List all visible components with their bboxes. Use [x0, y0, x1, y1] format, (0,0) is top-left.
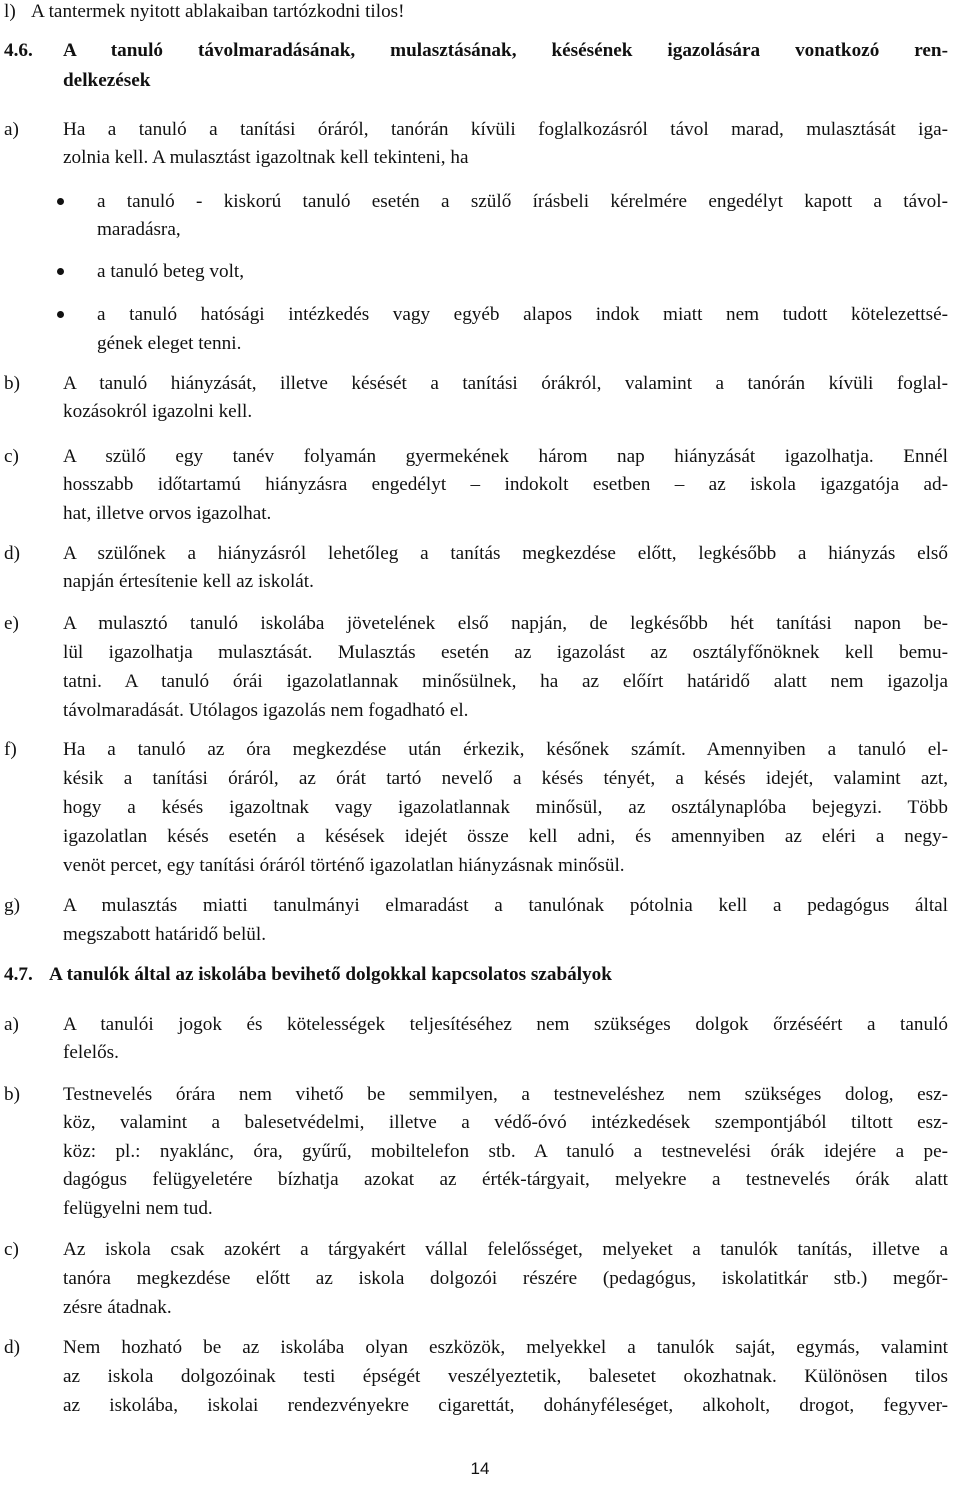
section-heading-4-6 — [4, 39, 954, 63]
paragraph-line: felügyelni nem tud. — [63, 1198, 213, 1219]
paragraph-line: Nem hozható be az iskolába olyan eszközök, melyekkel a tanulók saját, egymás, valamint — [63, 1337, 948, 1358]
bullet-icon — [57, 198, 64, 205]
paragraph-line: igazolatlan késés esetén a késések idejét össze kell adni, és amennyiben az eléri a negy- — [63, 826, 948, 847]
section-heading-4-7 — [4, 963, 954, 987]
list-item-l — [4, 0, 954, 24]
section-title: A tanulók által az iskolába bevihető dolgokkal kapcsolatos szabályok — [49, 964, 612, 985]
paragraph-line: megszabott határidő belül. — [63, 924, 267, 945]
paragraph-e — [4, 612, 954, 636]
paragraph-b — [4, 372, 954, 396]
paragraph-line: venöt percet, egy tanítási óráról történő igazolatlan hiányzásnak minősül. — [63, 855, 625, 876]
paragraph-line: köz: pl.: nyaklánc, óra, gyűrű, mobiltelefon stb. A tanuló a testnevelési órák idejére a pe- — [63, 1141, 948, 1162]
list-marker: l) — [4, 1, 16, 22]
bullet-line: a tanuló - kiskorú tanuló esetén a szülő írásbeli kérelmére engedélyt kapott a távol- — [97, 191, 948, 212]
paragraph-line: késik a tanítási óráról, az órát tartó nevelő a késés tényét, a késés idejét, valamint azt, — [63, 768, 948, 789]
paragraph-line: tatni. A tanuló órái igazolatlannak minősülnek, ha az előírt határidő alatt nem igazolja — [63, 671, 948, 692]
paragraph-4-7-b — [4, 1083, 954, 1107]
paragraph-line: kozásokról igazolni kell. — [63, 401, 253, 422]
paragraph-line: A mulasztó tanuló iskolába jövetelének első napján, de legkésőbb hét tanítási napon be- — [63, 613, 948, 634]
paragraph-line: tanóra megkezdése előtt az iskola dolgozói részére (pedagógus, iskolatitkár stb.) megőr- — [63, 1268, 948, 1289]
list-marker: d) — [4, 1337, 20, 1358]
paragraph-line: hosszabb időtartamú hiányzásra engedélyt – indokolt esetben – az iskola igazgatója ad- — [63, 474, 948, 495]
list-marker: b) — [4, 1084, 20, 1105]
paragraph-f — [4, 738, 954, 762]
list-marker: c) — [4, 446, 19, 467]
paragraph-d — [4, 542, 954, 566]
section-title-line-1: A tanuló távolmaradásának, mulasztásának, késésének igazolására vonatkozó ren- — [63, 40, 948, 61]
paragraph-line: távolmaradását. Utólagos igazolás nem fogadható el. — [63, 700, 469, 721]
paragraph-c — [4, 445, 954, 469]
paragraph-line: dagógus felügyeletére bízhatja azokat az érték-tárgyait, melyekre a testnevelés órák alatt — [63, 1169, 948, 1190]
list-marker: f) — [4, 739, 17, 760]
paragraph-line: A tanuló hiányzását, illetve késését a tanítási órákról, valamint a tanórán kívüli foglal- — [63, 373, 948, 394]
bullet-line: a tanuló beteg volt, — [97, 261, 245, 282]
list-item-text: A tantermek nyitott ablakaiban tartózkodni tilos! — [31, 1, 405, 22]
paragraph-line: Az iskola csak azokért a tárgyakért vállal felelősséget, melyeket a tanulók tanítás, illetve a — [63, 1239, 948, 1260]
paragraph-line: Testnevelés órára nem vihető be semmilyen, a testneveléshez nem szükséges dolog, esz- — [63, 1084, 948, 1105]
paragraph-a — [4, 118, 954, 142]
paragraph-4-7-c — [4, 1238, 954, 1262]
bullet-line: gének eleget tenni. — [97, 333, 242, 354]
paragraph-4-7-d — [4, 1336, 954, 1360]
list-marker: a) — [4, 119, 19, 140]
paragraph-line: az iskolába, iskolai rendezvényekre cigarettát, dohányféleséget, alkoholt, drogot, fegyver- — [63, 1395, 948, 1416]
page-number: 14 — [470, 1459, 490, 1478]
list-marker: c) — [4, 1239, 19, 1260]
paragraph-line: Ha a tanuló a tanítási óráról, tanórán kívüli foglalkozásról távol marad, mulasztását iga- — [63, 119, 948, 140]
paragraph-g — [4, 894, 954, 918]
bullet-line: a tanuló hatósági intézkedés vagy egyéb alapos indok miatt nem tudott kötelezettsé- — [97, 304, 948, 325]
paragraph-line: Ha a tanuló az óra megkezdése után érkezik, későnek számít. Amennyiben a tanuló el- — [63, 739, 948, 760]
paragraph-line: felelős. — [63, 1042, 119, 1063]
list-marker: a) — [4, 1014, 19, 1035]
bullet-line: maradásra, — [97, 219, 181, 240]
paragraph-line: zésre átadnak. — [63, 1297, 172, 1318]
paragraph-line: zolnia kell. A mulasztást igazoltnak kell tekinteni, ha — [63, 147, 469, 168]
paragraph-line: A tanulói jogok és kötelességek teljesítéséhez nem szükséges dolgok őrzéséért a tanuló — [63, 1014, 948, 1035]
paragraph-4-7-a — [4, 1013, 954, 1037]
list-marker: b) — [4, 373, 20, 394]
section-number: 4.7. — [4, 964, 33, 985]
paragraph-line: A szülőnek a hiányzásról lehetőleg a tanítás megkezdése előtt, legkésőbb a hiányzás első — [63, 543, 948, 564]
paragraph-line: hat, illetve orvos igazolhat. — [63, 503, 272, 524]
paragraph-line: köz, valamint a balesetvédelmi, illetve a védő-óvó intézkedések szempontjából tiltott esz- — [63, 1112, 948, 1133]
list-marker: g) — [4, 895, 20, 916]
paragraph-line: napján értesítenie kell az iskolát. — [63, 571, 314, 592]
bullet-icon — [57, 311, 64, 318]
bullet-icon — [57, 268, 64, 275]
section-number: 4.6. — [4, 40, 33, 61]
paragraph-line: az iskola dolgozóinak testi épségét veszélyeztetik, balesetet okozhatnak. Különösen tilos — [63, 1366, 948, 1387]
paragraph-line: lül igazolhatja mulasztását. Mulasztás esetén az igazolást az osztályfőnöknek kell bemu- — [63, 642, 948, 663]
list-marker: d) — [4, 543, 20, 564]
paragraph-line: A mulasztás miatti tanulmányi elmaradást a tanulónak pótolnia kell a pedagógus által — [63, 895, 948, 916]
paragraph-line: A szülő egy tanév folyamán gyermekének három nap hiányzását igazolhatja. Ennél — [63, 446, 948, 467]
paragraph-line: hogy a késés igazoltnak vagy igazolatlannak minősül, az osztálynaplóba bejegyzi. Több — [63, 797, 948, 818]
list-marker: e) — [4, 613, 19, 634]
section-title-line-2: delkezések — [63, 70, 151, 91]
